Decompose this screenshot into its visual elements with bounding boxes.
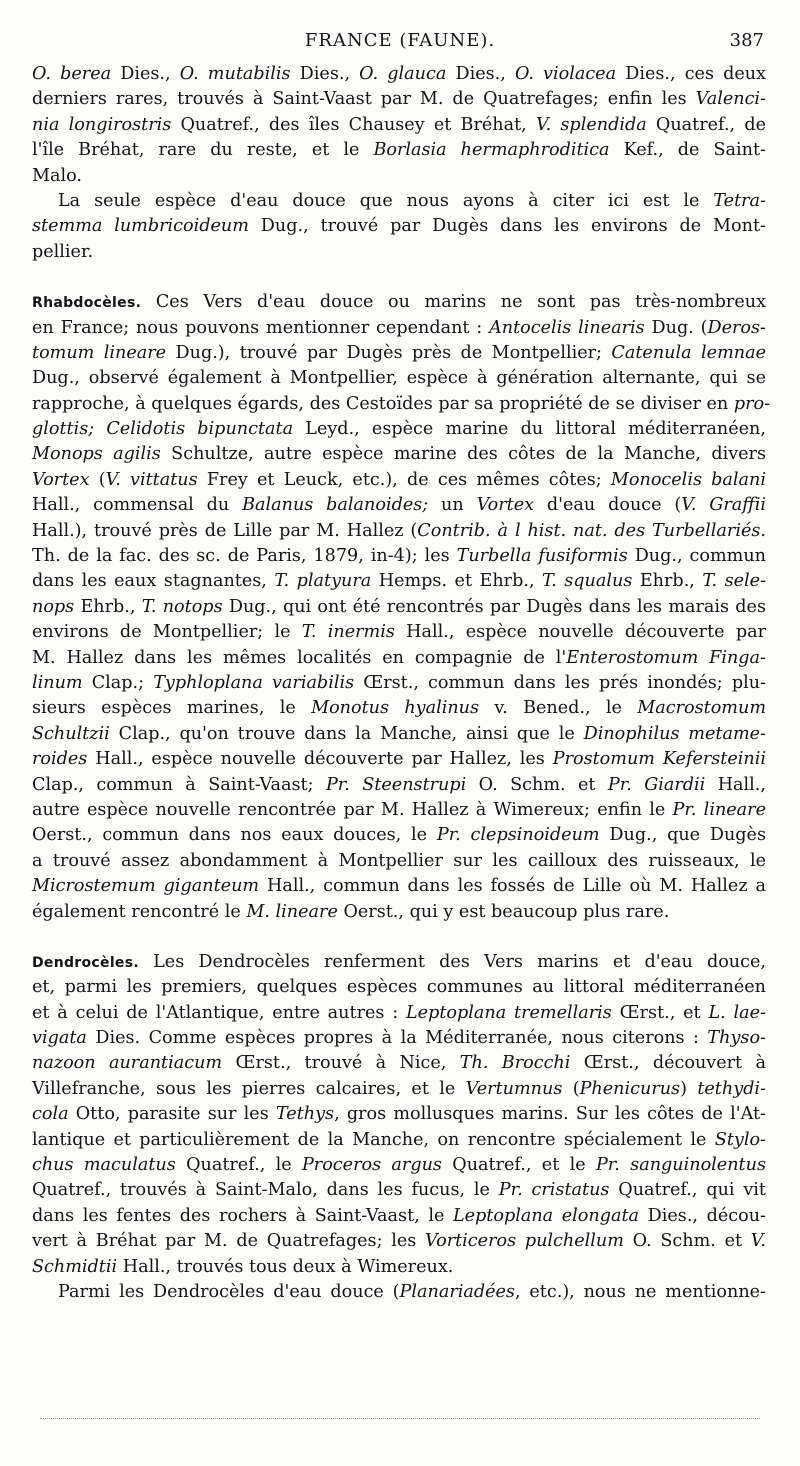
text-run: ( xyxy=(562,1078,580,1099)
text-line xyxy=(32,1077,766,1102)
text-line xyxy=(32,240,766,265)
text-run: Clap., qu'on trouve dans la Manche, ainsi que le xyxy=(109,723,584,744)
text-run: Malo. xyxy=(32,165,83,186)
text-run: Oerst., commun dans nos eaux douces, le xyxy=(32,825,437,846)
text-run: Clap., commun à Saint-Vaast; xyxy=(32,774,326,795)
italic-text: O. violacea xyxy=(514,64,617,84)
text-run: Dies., décou- xyxy=(639,1205,766,1226)
text-line xyxy=(32,1229,766,1254)
text-run: derniers rares, trouvés à Saint-Vaast par M. de Quatrefages; enfin les xyxy=(32,89,696,110)
text-line xyxy=(32,1026,766,1051)
text-run: Dies., xyxy=(111,64,180,84)
text-run: un xyxy=(428,495,477,516)
text-run: Villefranche, sous les pierres calcaires, et le xyxy=(32,1078,466,1099)
italic-text: cola xyxy=(32,1104,69,1125)
italic-text: Balanus balanoides; xyxy=(242,495,429,516)
text-line xyxy=(32,569,766,594)
section-gap xyxy=(32,265,766,290)
text-run: Dies., ces deux xyxy=(616,64,767,84)
text-run: Clap.; xyxy=(82,672,154,693)
text-run: M. Hallez dans les mêmes localités en compagnie de l' xyxy=(32,647,567,668)
text-run: Dies., xyxy=(290,64,360,84)
text-run: Schultze, autre espèce marine des côtes de la Manche, divers xyxy=(160,444,766,465)
italic-text: Pr. clepsinoideum xyxy=(436,825,600,846)
text-line xyxy=(32,975,766,1000)
italic-text: O. mutabilis xyxy=(179,64,291,84)
text-line xyxy=(32,823,766,848)
text-line xyxy=(32,849,766,874)
text-run: ) xyxy=(680,1078,698,1099)
text-line xyxy=(32,773,766,798)
italic-text: Monops agilis xyxy=(32,444,161,465)
text-line xyxy=(32,1255,766,1280)
text-run: Hall., trouvés tous deux à Wimereux. xyxy=(117,1256,454,1277)
italic-text: M. lineare xyxy=(246,901,338,922)
text-run: en France; nous pouvons mentionner cependant : xyxy=(32,317,490,338)
italic-text: tethydi- xyxy=(697,1078,766,1099)
text-run: et, parmi les premiers, quelques espèces communes au littoral méditerranéen xyxy=(32,977,766,998)
italic-text: T. platyura xyxy=(274,571,372,592)
text-run: Dug., trouvé par Dugès dans les environs de Mont- xyxy=(248,216,766,237)
text-run: Ehrb., xyxy=(632,571,703,592)
footer-rule xyxy=(40,1418,760,1419)
italic-text: Leptoplana tremellaris xyxy=(405,1002,612,1023)
italic-text: pro- xyxy=(733,393,771,414)
text-line xyxy=(32,138,766,163)
text-line xyxy=(32,62,766,87)
section-dendroceles xyxy=(32,950,766,1280)
text-line xyxy=(32,874,766,899)
text-run: Hall., espèce nouvelle découverte par xyxy=(394,622,766,643)
text-run: Dies. Comme espèces propres à la Méditerranée, nous citerons : xyxy=(86,1028,708,1049)
italic-text: Leptoplana elongata xyxy=(452,1205,640,1226)
italic-text: L. lae- xyxy=(708,1002,766,1023)
text-run: Th. de la fac. des sc. de Paris, 1879, in-4); les xyxy=(32,546,457,567)
text-run: dans les fentes des rochers à Saint-Vaast, le xyxy=(32,1205,453,1226)
text-line xyxy=(32,671,766,696)
text-line xyxy=(32,341,766,366)
text-line xyxy=(32,1178,766,1203)
italic-text: Schultzii xyxy=(32,723,110,744)
text-run: dans les eaux stagnantes, xyxy=(32,571,275,592)
paragraph xyxy=(32,189,766,265)
italic-text: Enterostomum Finga- xyxy=(566,647,766,668)
text-run: autre espèce nouvelle rencontrée par M. Hallez à Wimereux; enfin le xyxy=(32,799,673,820)
text-run: Quatref., le xyxy=(175,1155,302,1176)
text-run: Quatref., des îles Chausey et Bréhat, xyxy=(171,114,536,135)
italic-text: Phenicurus xyxy=(579,1078,681,1099)
text-line xyxy=(32,189,766,214)
italic-text: Pr. cristatus xyxy=(498,1180,610,1201)
italic-text: Vorticeros pulchellum xyxy=(425,1231,624,1252)
text-run: Leyd., espèce marine du littoral méditerranéen, xyxy=(293,419,766,440)
text-line xyxy=(32,417,766,442)
text-line xyxy=(32,696,766,721)
italic-text: Catenula lemnae xyxy=(611,342,766,363)
text-line xyxy=(32,214,766,239)
text-run: , gros mollusques marins. Sur les côtes de l'At- xyxy=(334,1104,766,1125)
italic-text: Deros- xyxy=(707,317,766,338)
text-run: , etc.), nous ne mentionne- xyxy=(514,1281,767,1302)
italic-text: Monocelis balani xyxy=(610,469,766,490)
italic-text: O. berea xyxy=(32,64,112,84)
text-run: Otto, parasite sur les xyxy=(68,1104,276,1125)
italic-text: Prostomum Kefersteinii xyxy=(552,749,766,770)
italic-text: nops xyxy=(32,596,75,617)
text-line xyxy=(32,544,766,569)
italic-text: V. splendida xyxy=(535,114,647,135)
italic-text: T. sele- xyxy=(702,571,767,592)
text-run: Dug., qui ont été rencontrés par Dugès dans les marais des xyxy=(222,596,766,617)
section-heading: Rhabdocèles. xyxy=(32,295,142,312)
italic-text: Vortex xyxy=(476,495,535,516)
italic-text: Monotus hyalinus xyxy=(311,698,480,719)
text-run: Kef., de Saint- xyxy=(609,140,767,161)
text-run: v. Bened., le xyxy=(479,698,638,719)
italic-text: Vortex xyxy=(32,469,90,490)
text-run: Quatref., qui vit xyxy=(609,1180,766,1201)
text-run: Quatref., et le xyxy=(441,1155,596,1176)
text-run: ( xyxy=(89,469,106,490)
text-line xyxy=(32,646,766,671)
text-run: et à celui de l'Atlantique, entre autres : xyxy=(32,1002,406,1023)
text-line xyxy=(32,164,766,189)
italic-text: nazoon aurantiacum xyxy=(32,1053,223,1074)
text-run: Hall., commensal du xyxy=(32,495,243,516)
text-run: sieurs espèces marines, le xyxy=(32,698,312,719)
text-run: Hall., commun dans les fossés de Lille où M. Hallez a xyxy=(259,876,766,897)
italic-text: Th. Brocchi xyxy=(459,1053,571,1074)
text-line xyxy=(32,747,766,772)
italic-text: Schmidtii xyxy=(32,1256,118,1277)
text-line xyxy=(32,722,766,747)
text-run: Dug., observé également à Montpellier, espèce à génération alternante, qui se xyxy=(32,368,766,389)
text-line xyxy=(32,595,766,620)
italic-text: Antocelis linearis xyxy=(489,317,645,338)
text-line xyxy=(32,290,766,315)
text-line xyxy=(32,113,766,138)
text-line xyxy=(32,1001,766,1026)
italic-text: V. xyxy=(750,1231,767,1252)
section-rhabdoceles xyxy=(32,290,771,925)
italic-text: T. inermis xyxy=(301,622,395,643)
text-line xyxy=(32,1128,766,1153)
text-run: vert à Bréhat par M. de Quatrefages; les xyxy=(32,1231,426,1252)
running-title: FRANCE (FAUNE). xyxy=(304,30,496,51)
text-line xyxy=(32,1102,766,1127)
text-line xyxy=(32,1204,766,1229)
text-line xyxy=(32,392,771,417)
text-run: Dug., commun xyxy=(627,546,766,567)
page-number: 387 xyxy=(729,30,764,51)
text-run: pellier. xyxy=(32,241,94,262)
italic-text: nia longirostris xyxy=(32,114,172,135)
italic-text: Borlasia hermaphroditica xyxy=(373,140,610,161)
italic-text: Dinophilus metame- xyxy=(583,723,766,744)
paragraph xyxy=(32,62,766,189)
text-run: Œrst., et xyxy=(611,1002,709,1023)
text-run: Œrst., commun dans les prés inondés; plu- xyxy=(354,672,767,693)
text-run: Hall., espèce nouvelle découverte par Hallez, les xyxy=(87,749,553,770)
text-line xyxy=(32,1153,766,1178)
text-run: Ces Vers d'eau douce ou marins ne sont pas très-nombreux xyxy=(141,292,766,313)
text-run: l'île Bréhat, rare du reste, et le xyxy=(32,140,374,161)
italic-text: T. notops xyxy=(141,596,223,617)
italic-text: V. vittatus xyxy=(105,469,198,490)
text-line xyxy=(32,1051,766,1076)
italic-text: Valenci- xyxy=(695,89,766,110)
italic-text: Vertumnus xyxy=(465,1078,563,1099)
text-line xyxy=(32,493,766,518)
text-line xyxy=(32,87,766,112)
text-run: Dug.), trouvé par Dugès près de Montpellier; xyxy=(166,342,612,363)
text-run: Dug. ( xyxy=(644,317,708,338)
text-line xyxy=(32,519,766,544)
italic-text: Macrostomum xyxy=(637,698,766,719)
section-heading: Dendrocèles. xyxy=(32,954,139,971)
italic-text: Tetra- xyxy=(713,190,766,211)
text-run: O. Schm. et xyxy=(466,774,608,795)
text-line xyxy=(32,442,766,467)
text-run: Dies., xyxy=(446,64,515,84)
text-run: Hall., xyxy=(705,774,766,795)
italic-text: Pr. Giardii xyxy=(607,774,706,795)
text-run: Les Dendrocèles renferment des Vers marins et d'eau douce, xyxy=(138,951,766,972)
text-run: Dug., que Dugès xyxy=(599,825,767,846)
text-run: Œrst., trouvé à Nice, xyxy=(222,1053,460,1074)
text-run: Ehrb., xyxy=(74,596,142,617)
text-run: Quatref., trouvés à Saint-Malo, dans les fucus, le xyxy=(32,1180,499,1201)
italic-text: T. squalus xyxy=(542,571,633,592)
text-run: La seule espèce d'eau douce que nous ayons à citer ici est le xyxy=(58,190,714,211)
text-line xyxy=(32,1280,766,1305)
italic-text: O. glauca xyxy=(359,64,447,84)
page-header xyxy=(36,30,764,56)
italic-text: Typhloplana variabilis xyxy=(153,672,355,693)
text-run: environs de Montpellier; le xyxy=(32,622,302,643)
text-line xyxy=(32,468,766,493)
section-gap xyxy=(32,925,766,950)
italic-text: Microstemum giganteum xyxy=(32,876,260,897)
italic-text: Tethys xyxy=(275,1104,335,1125)
text-run: a trouvé assez abondamment à Montpellier sur les cailloux des ruisseaux, le xyxy=(32,850,766,871)
text-line xyxy=(32,366,766,391)
text-run: Parmi les Dendrocèles d'eau douce ( xyxy=(58,1281,400,1302)
italic-text: Thyso- xyxy=(707,1028,766,1049)
text-run: Œrst., découvert à xyxy=(570,1053,766,1074)
text-line xyxy=(32,798,766,823)
paragraph xyxy=(32,1280,766,1305)
text-run: Frey et Leuck, etc.), de ces mêmes côtes; xyxy=(197,469,611,490)
italic-text: Pr. lineare xyxy=(672,799,766,820)
italic-text: Stylo- xyxy=(714,1129,766,1150)
italic-text: Pr. Steenstrupi xyxy=(325,774,467,795)
text-run: Hemps. et Ehrb., xyxy=(371,571,543,592)
italic-text: stemma lumbricoideum xyxy=(32,216,249,237)
italic-text: glottis; Celidotis bipunctata xyxy=(32,419,294,440)
text-line xyxy=(32,950,766,975)
italic-text: Contrib. à l hist. nat. des Turbellariés. xyxy=(417,520,766,541)
text-run: également rencontré le xyxy=(32,901,247,922)
italic-text: Turbella fusiformis xyxy=(456,546,628,567)
text-run: Oerst., qui y est beaucoup plus rare. xyxy=(337,901,670,922)
italic-text: V. Graffii xyxy=(681,495,766,516)
italic-text: Planariadées xyxy=(399,1281,515,1302)
page-body xyxy=(32,62,771,1305)
text-run: Hall.), trouvé près de Lille par M. Hallez ( xyxy=(32,520,418,541)
italic-text: linum xyxy=(32,672,83,693)
text-line xyxy=(32,900,766,925)
text-run: Quatref., de xyxy=(646,114,766,135)
italic-text: vigata xyxy=(32,1028,87,1049)
italic-text: chus maculatus xyxy=(32,1155,176,1176)
italic-text: Proceros argus xyxy=(301,1155,442,1176)
text-run: rapproche, à quelques égards, des Cestoïdes par sa propriété de se diviser en xyxy=(32,393,734,414)
italic-text: tomum lineare xyxy=(32,342,167,363)
text-line xyxy=(32,316,766,341)
italic-text: Pr. sanguinolentus xyxy=(595,1155,766,1176)
italic-text: roides xyxy=(32,749,88,770)
text-run: lantique et particulièrement de la Manche, on rencontre spécialement le xyxy=(32,1129,715,1150)
text-run: d'eau douce ( xyxy=(534,495,682,516)
text-run: O. Schm. et xyxy=(623,1231,751,1252)
text-line xyxy=(32,620,766,645)
